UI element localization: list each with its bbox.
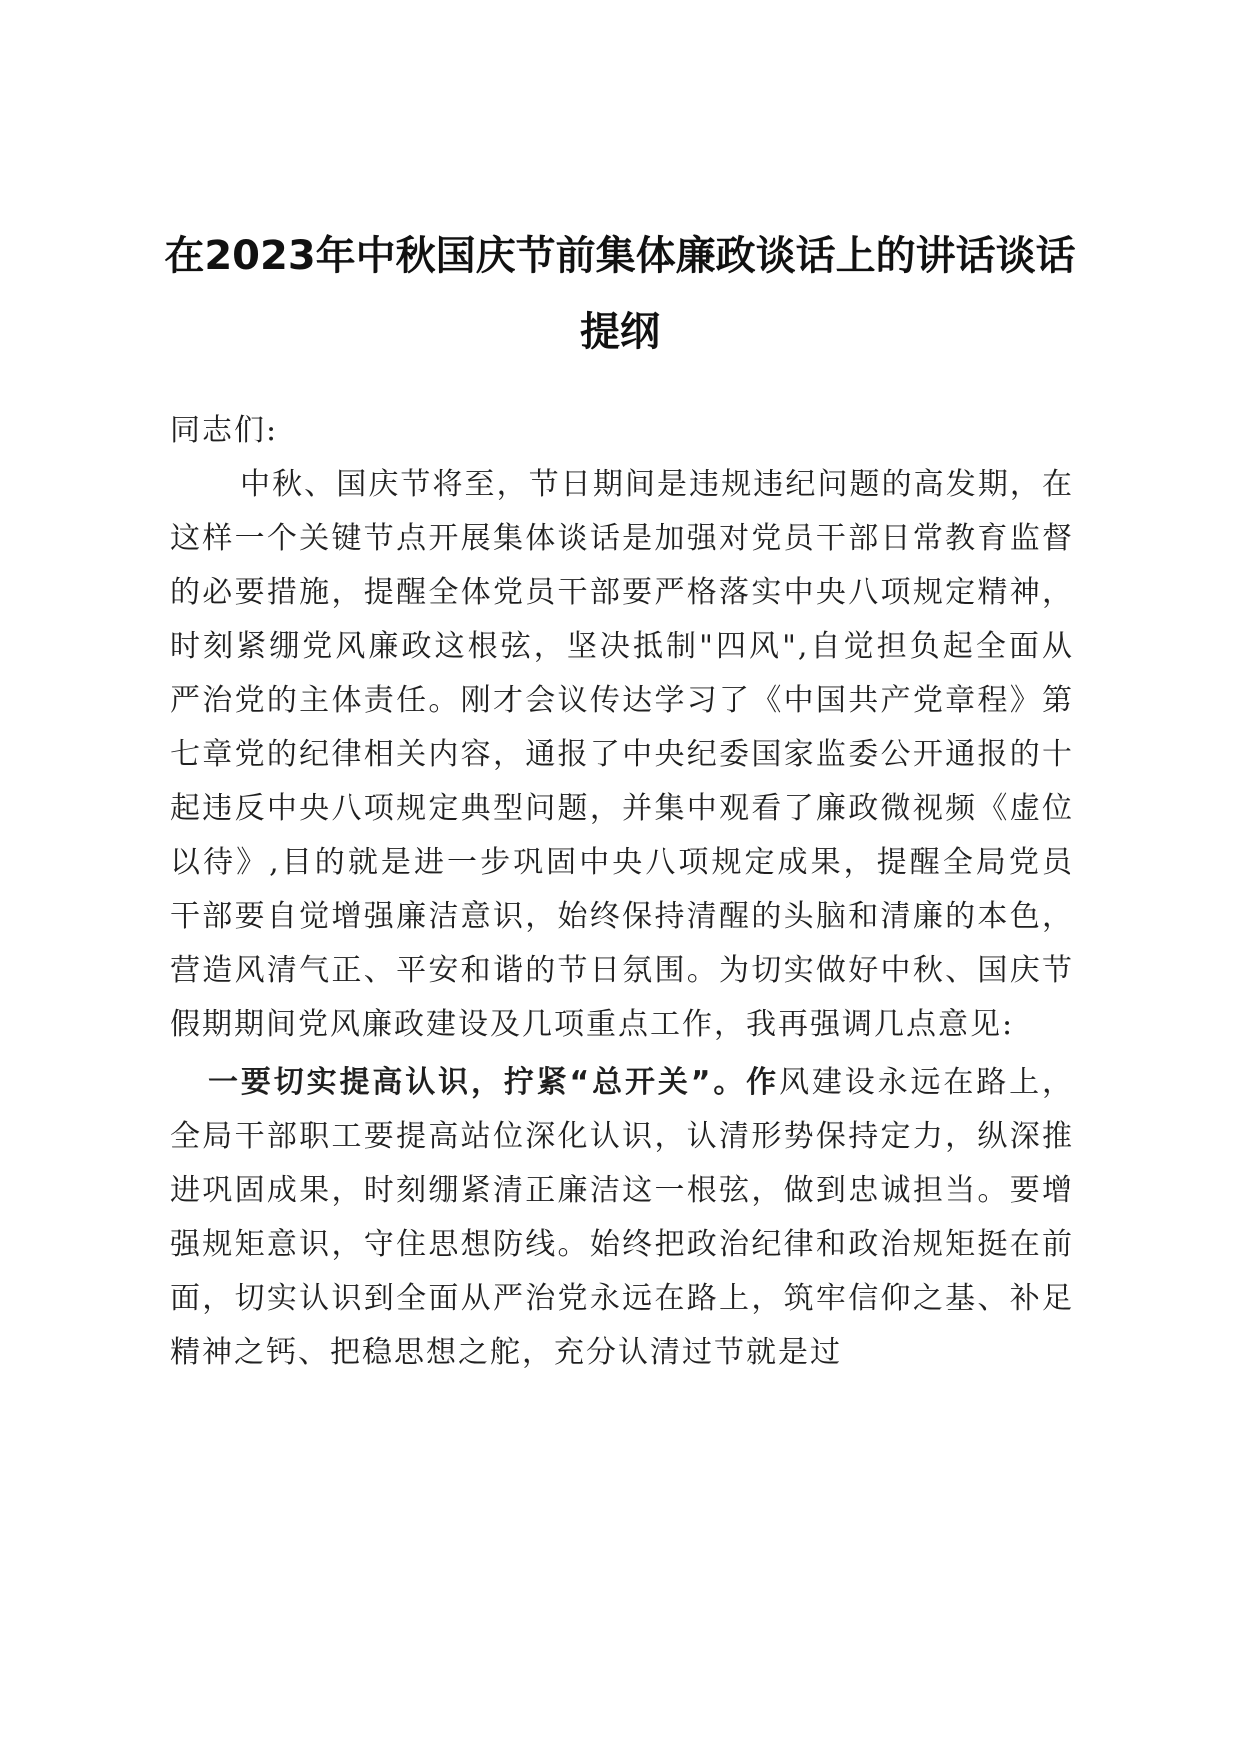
document-title: 在2023年中秋国庆节前集体廉政谈话上的讲话谈话提纲: [164, 233, 1076, 355]
paragraph-point-one: [170, 1056, 1074, 1380]
document-body: [170, 404, 1074, 1380]
point-one-text: 风建设永远在路上，全局干部职工要提高站位深化认识，认清形势保持定力，纵深推进巩固成果，时刻绷紧清正廉洁这一根弦，做到忠诚担当。要增强规矩意识，守住思想防线。始终把政治纪律和政治规矩挺在前面，切实认识到全面从严治党永远在路上，筑牢信仰之基、补足精神之钙、把稳思想之舵，充分认清过节就是过: [170, 1065, 1075, 1370]
point-one-heading: 一要切实提高认识，拧紧“总开关”。作: [208, 1065, 780, 1100]
salutation: 同志们:: [170, 413, 279, 448]
paragraph-intro: 中秋、国庆节将至，节日期间是违规违纪问题的高发期，在这样一个关键节点开展集体谈话是加强对党员干部日常教育监督的必要措施，提醒全体党员干部要严格落实中央八项规定精神，时刻紧绷党风廉政这根弦，坚决抵制"四风",自觉担负起全面从严治党的主体责任。刚才会议传达学习了《中国共产党章程》第七章党的纪律相关内容，通报了中央纪委国家监委公开通报的十起违反中央八项规定典型问题，并集中观看了廉政微视频《虚位以待》,目的就是进一步巩固中央八项规定成果，提醒全局党员干部要自觉增强廉洁意识，始终保持清醒的头脑和清廉的本色，营造风清气正、平安和谐的节日氛围。为切实做好中秋、国庆节假期期间党风廉政建设及几项重点工作，我再强调几点意见:: [170, 467, 1074, 1042]
